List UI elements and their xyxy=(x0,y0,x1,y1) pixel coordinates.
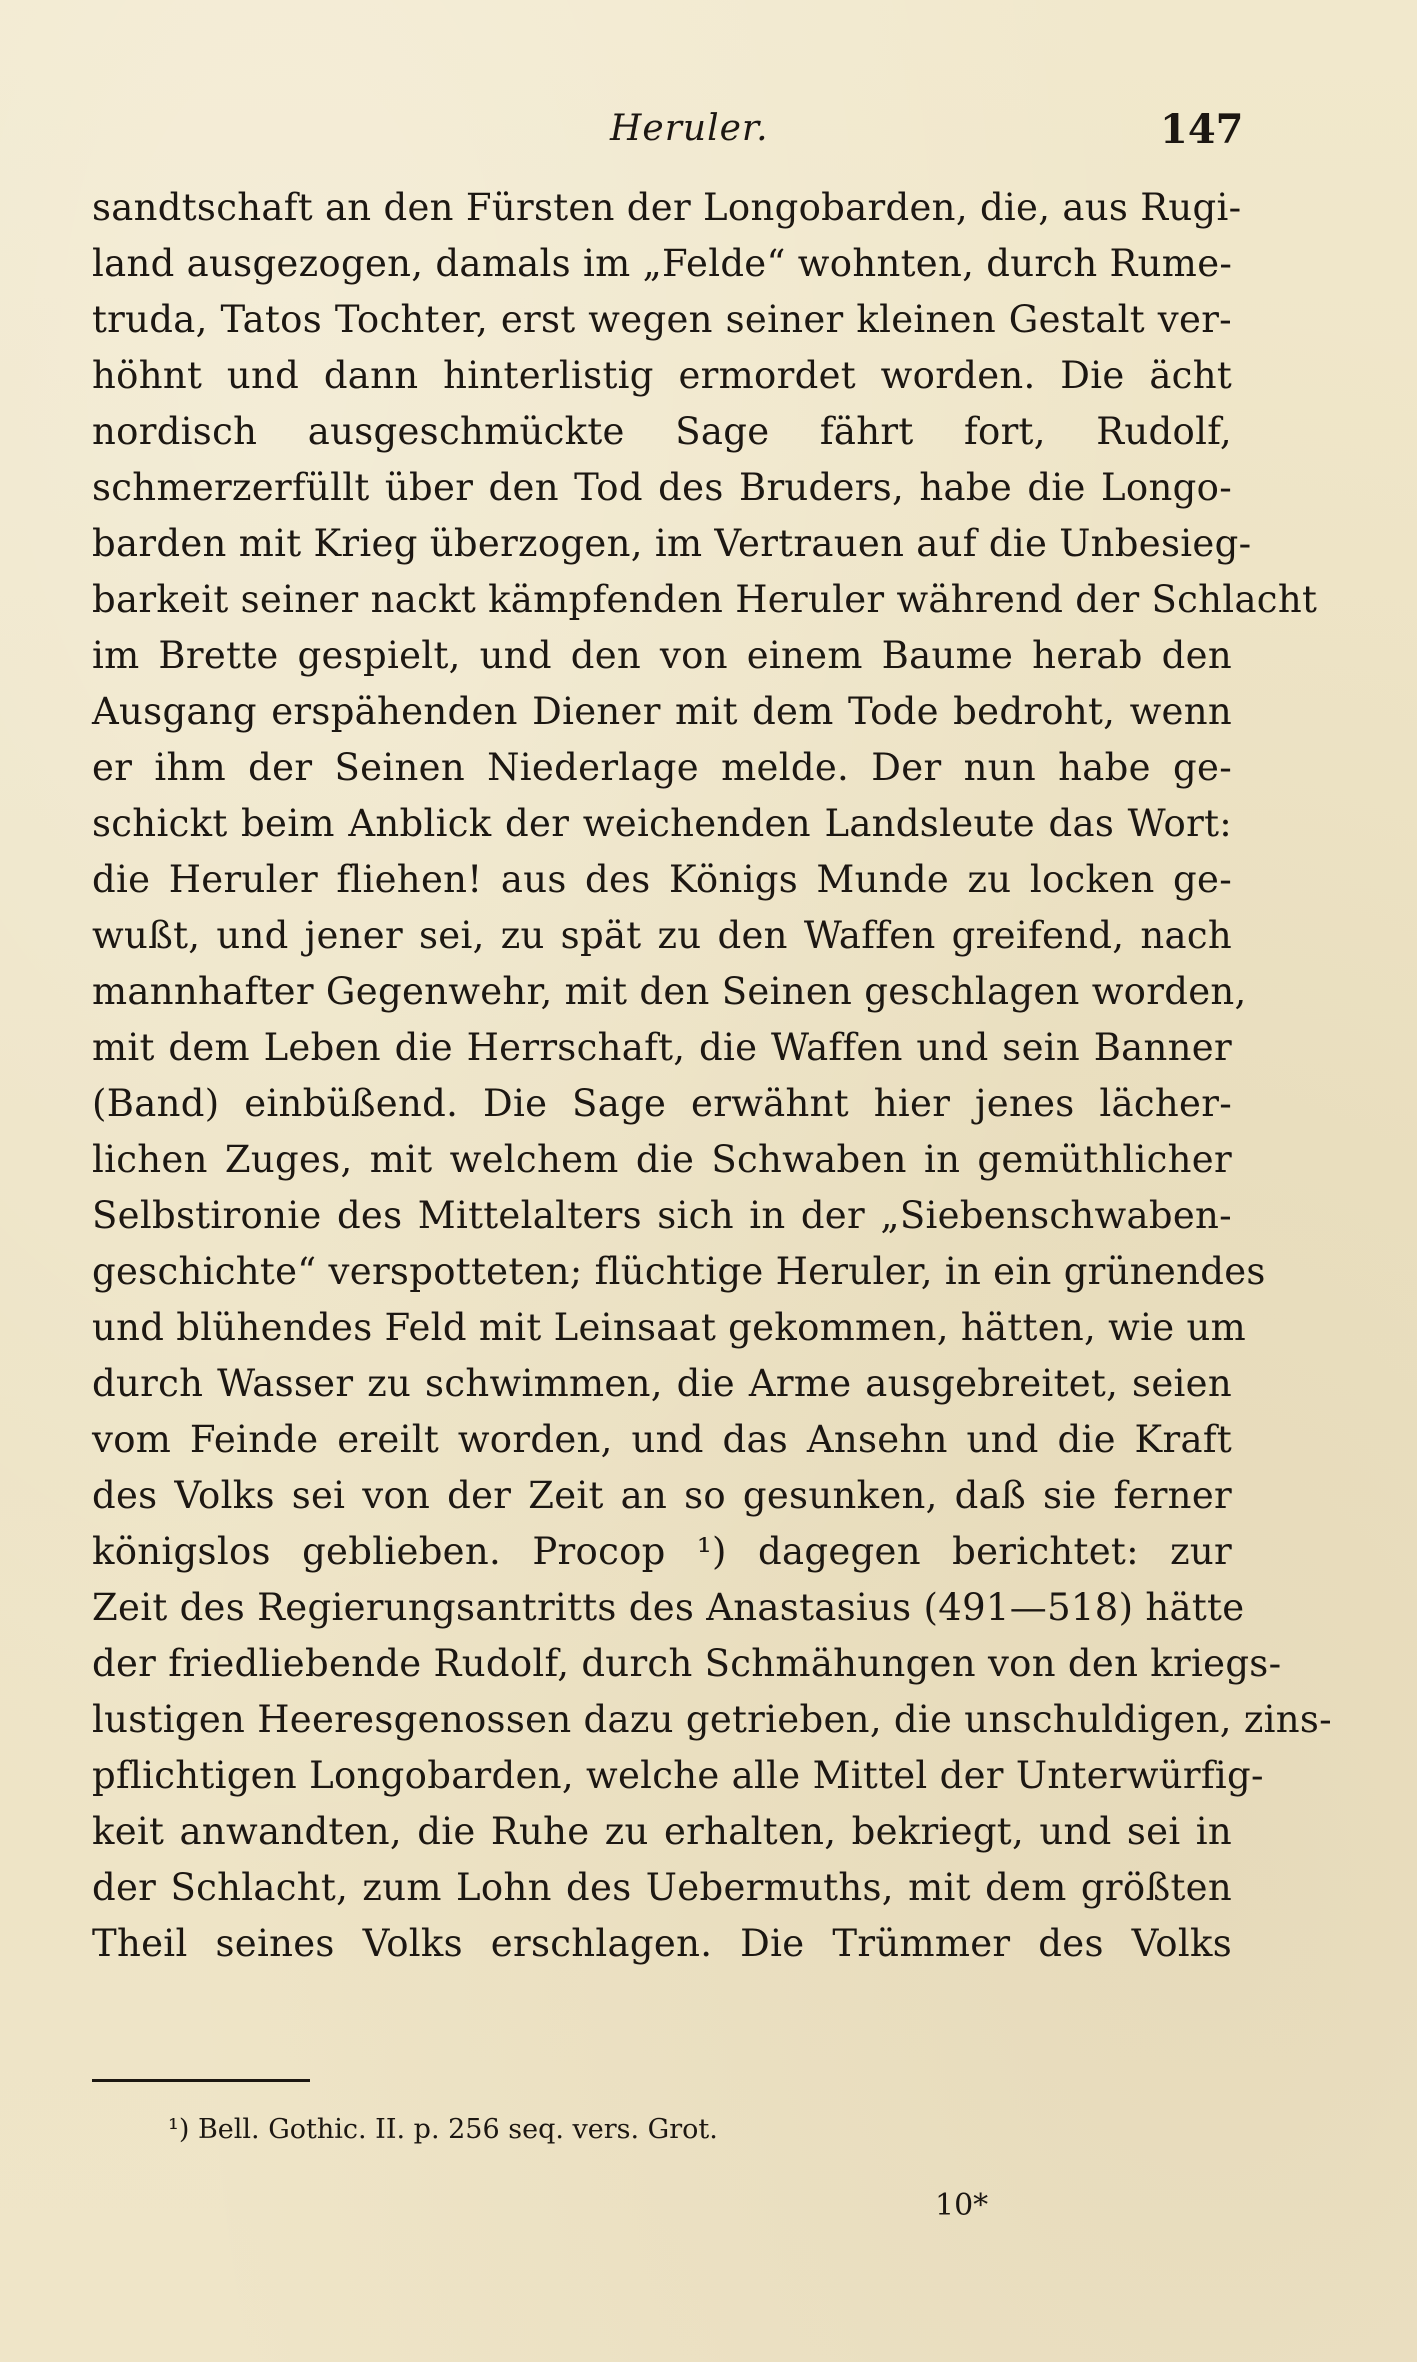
text-line: höhnt und dann hinterlistig ermordet worden. Die ächt xyxy=(92,354,1232,397)
text-line: barden mit Krieg überzogen, im Vertrauen auf die Unbesieg- xyxy=(92,522,1252,565)
text-line: und blühendes Feld mit Leinsaat gekommen, hätten, wie um xyxy=(92,1306,1247,1349)
text-line: pflichtigen Longobarden, welche alle Mittel der Unterwürfig- xyxy=(92,1754,1264,1797)
text-line: schickt beim Anblick der weichenden Landsleute das Wort: xyxy=(92,802,1232,845)
text-line: schmerzerfüllt über den Tod des Bruders, habe die Longo- xyxy=(92,466,1232,509)
text-line: des Volks sei von der Zeit an so gesunken, daß sie ferner xyxy=(92,1474,1232,1517)
body-text xyxy=(92,180,1332,1972)
text-line: er ihm der Seinen Niederlage melde. Der nun habe ge- xyxy=(92,746,1232,789)
text-line: wußt, und jener sei, zu spät zu den Waffen greifend, nach xyxy=(92,914,1232,957)
text-line: Ausgang erspähenden Diener mit dem Tode bedroht, wenn xyxy=(92,690,1232,733)
text-line: lichen Zuges, mit welchem die Schwaben in gemüthlicher xyxy=(92,1138,1232,1181)
text-line: sandtschaft an den Fürsten der Longobarden, die, aus Rugi- xyxy=(92,186,1242,229)
text-line: königslos geblieben. Procop ¹) dagegen berichtet: zur xyxy=(92,1530,1232,1573)
signature-mark: 10* xyxy=(935,2188,989,2223)
text-line: der Schlacht, zum Lohn des Uebermuths, mit dem größten xyxy=(92,1866,1232,1909)
running-head: Heruler. xyxy=(610,108,769,149)
text-line: mit dem Leben die Herrschaft, die Waffen und sein Banner xyxy=(92,1026,1232,1069)
text-line: Theil seines Volks erschlagen. Die Trümmer des Volks xyxy=(92,1922,1232,1965)
footnote-divider xyxy=(92,2079,310,2082)
page-number: 147 xyxy=(1160,106,1244,153)
text-line: durch Wasser zu schwimmen, die Arme ausgebreitet, seien xyxy=(92,1362,1232,1405)
text-line: mannhafter Gegenwehr, mit den Seinen geschlagen worden, xyxy=(92,970,1247,1013)
text-line: land ausgezogen, damals im „Felde“ wohnten, durch Rume- xyxy=(92,242,1233,285)
text-line: lustigen Heeresgenossen dazu getrieben, die unschuldigen, zins- xyxy=(92,1698,1332,1741)
text-line: Selbstironie des Mittelalters sich in der „Siebenschwaben- xyxy=(92,1194,1232,1237)
text-line: im Brette gespielt, und den von einem Baume herab den xyxy=(92,634,1232,677)
text-line: geschichte“ verspotteten; flüchtige Heruler, in ein grünendes xyxy=(92,1250,1266,1293)
footnote: ¹) Bell. Gothic. II. p. 256 seq. vers. Grot. xyxy=(168,2114,718,2145)
text-line: Zeit des Regierungsantritts des Anastasius (491—518) hätte xyxy=(92,1586,1245,1629)
text-line: der friedliebende Rudolf, durch Schmähungen von den kriegs- xyxy=(92,1642,1282,1685)
text-line: die Heruler fliehen! aus des Königs Munde zu locken ge- xyxy=(92,858,1232,901)
text-line: (Band) einbüßend. Die Sage erwähnt hier jenes lächer- xyxy=(92,1082,1232,1125)
text-line: barkeit seiner nackt kämpfenden Heruler während der Schlacht xyxy=(92,578,1318,621)
text-line: vom Feinde ereilt worden, und das Ansehn und die Kraft xyxy=(92,1418,1232,1461)
text-line: truda, Tatos Tochter, erst wegen seiner kleinen Gestalt ver- xyxy=(92,298,1232,341)
text-line: keit anwandten, die Ruhe zu erhalten, bekriegt, und sei in xyxy=(92,1810,1232,1853)
text-line: nordisch ausgeschmückte Sage fährt fort, Rudolf, xyxy=(92,410,1232,453)
